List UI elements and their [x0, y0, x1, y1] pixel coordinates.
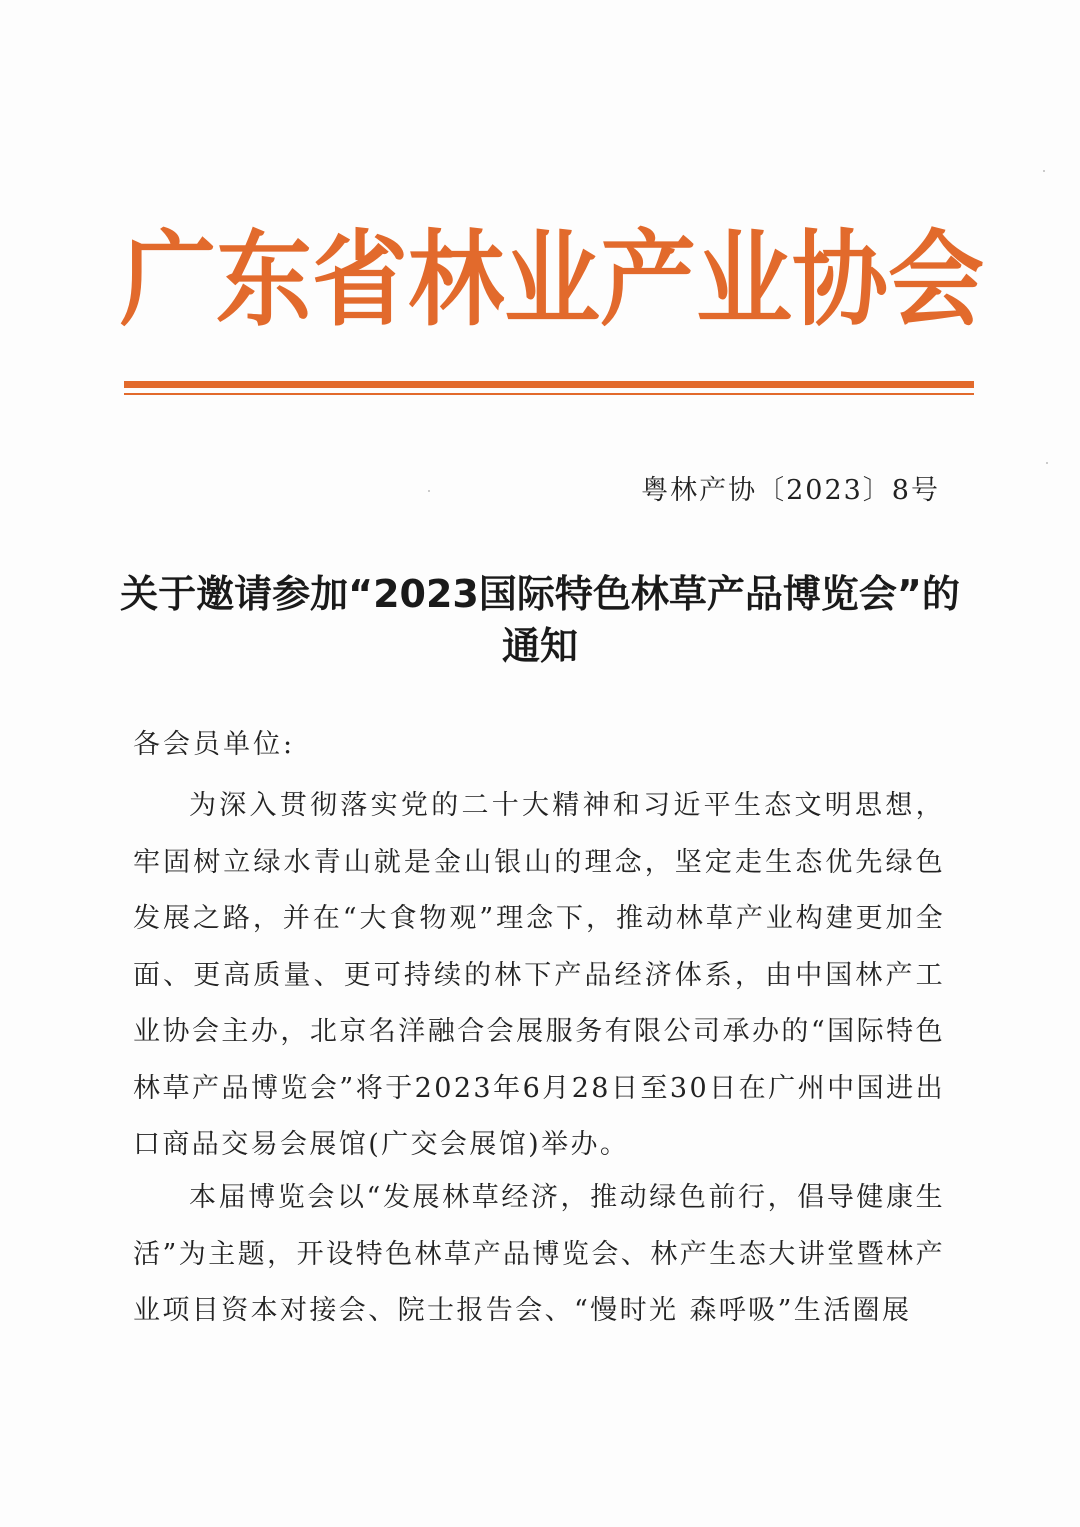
letterhead-char: 东: [216, 219, 312, 341]
salutation: 各会员单位:: [133, 729, 296, 760]
letterhead-divider-thin: [124, 393, 974, 395]
body-paragraph: 为深入贯彻落实党的二十大精神和习近平生态文明思想，牢固树立绿水青山就是金山银山的理念，坚定走生态优先绿色发展之路，并在“大食物观”理念下，推动林草产业构建更加全面、更高质量、更可持续的林下产品经济体系，由中国林产工业协会主办，北京名洋融合会展服务有限公司承办的“国际特色林草产品博览会”将于2023年6月28日至30日在广州中国进出口商品交易会展馆(广交会展馆)举办。: [133, 790, 945, 1160]
letterhead-char: 广: [120, 219, 216, 341]
scan-speck: [1046, 462, 1048, 464]
document-number: 粤林产协〔2023〕8号: [641, 475, 940, 506]
scan-speck: [1043, 170, 1045, 172]
document-title: 关于邀请参加“2023国际特色林草产品博览会”的通知: [120, 572, 960, 668]
letterhead-char: 省: [312, 219, 408, 341]
letterhead-char: 林: [408, 219, 504, 341]
letterhead-organization-name: [120, 215, 984, 345]
letterhead-char: 业: [504, 219, 600, 341]
letterhead-char: 协: [792, 219, 888, 341]
letterhead-divider-thick: [124, 381, 974, 388]
letterhead-char: 业: [696, 219, 792, 341]
letterhead-char: 会: [888, 219, 984, 341]
body-paragraph: 本届博览会以“发展林草经济，推动绿色前行，倡导健康生活”为主题，开设特色林草产品博览会、林产生态大讲堂暨林产业项目资本对接会、院士报告会、“慢时光 森呼吸”生活圈展: [133, 1182, 945, 1326]
letterhead-char: 产: [600, 219, 696, 341]
scan-speck: [428, 490, 430, 492]
